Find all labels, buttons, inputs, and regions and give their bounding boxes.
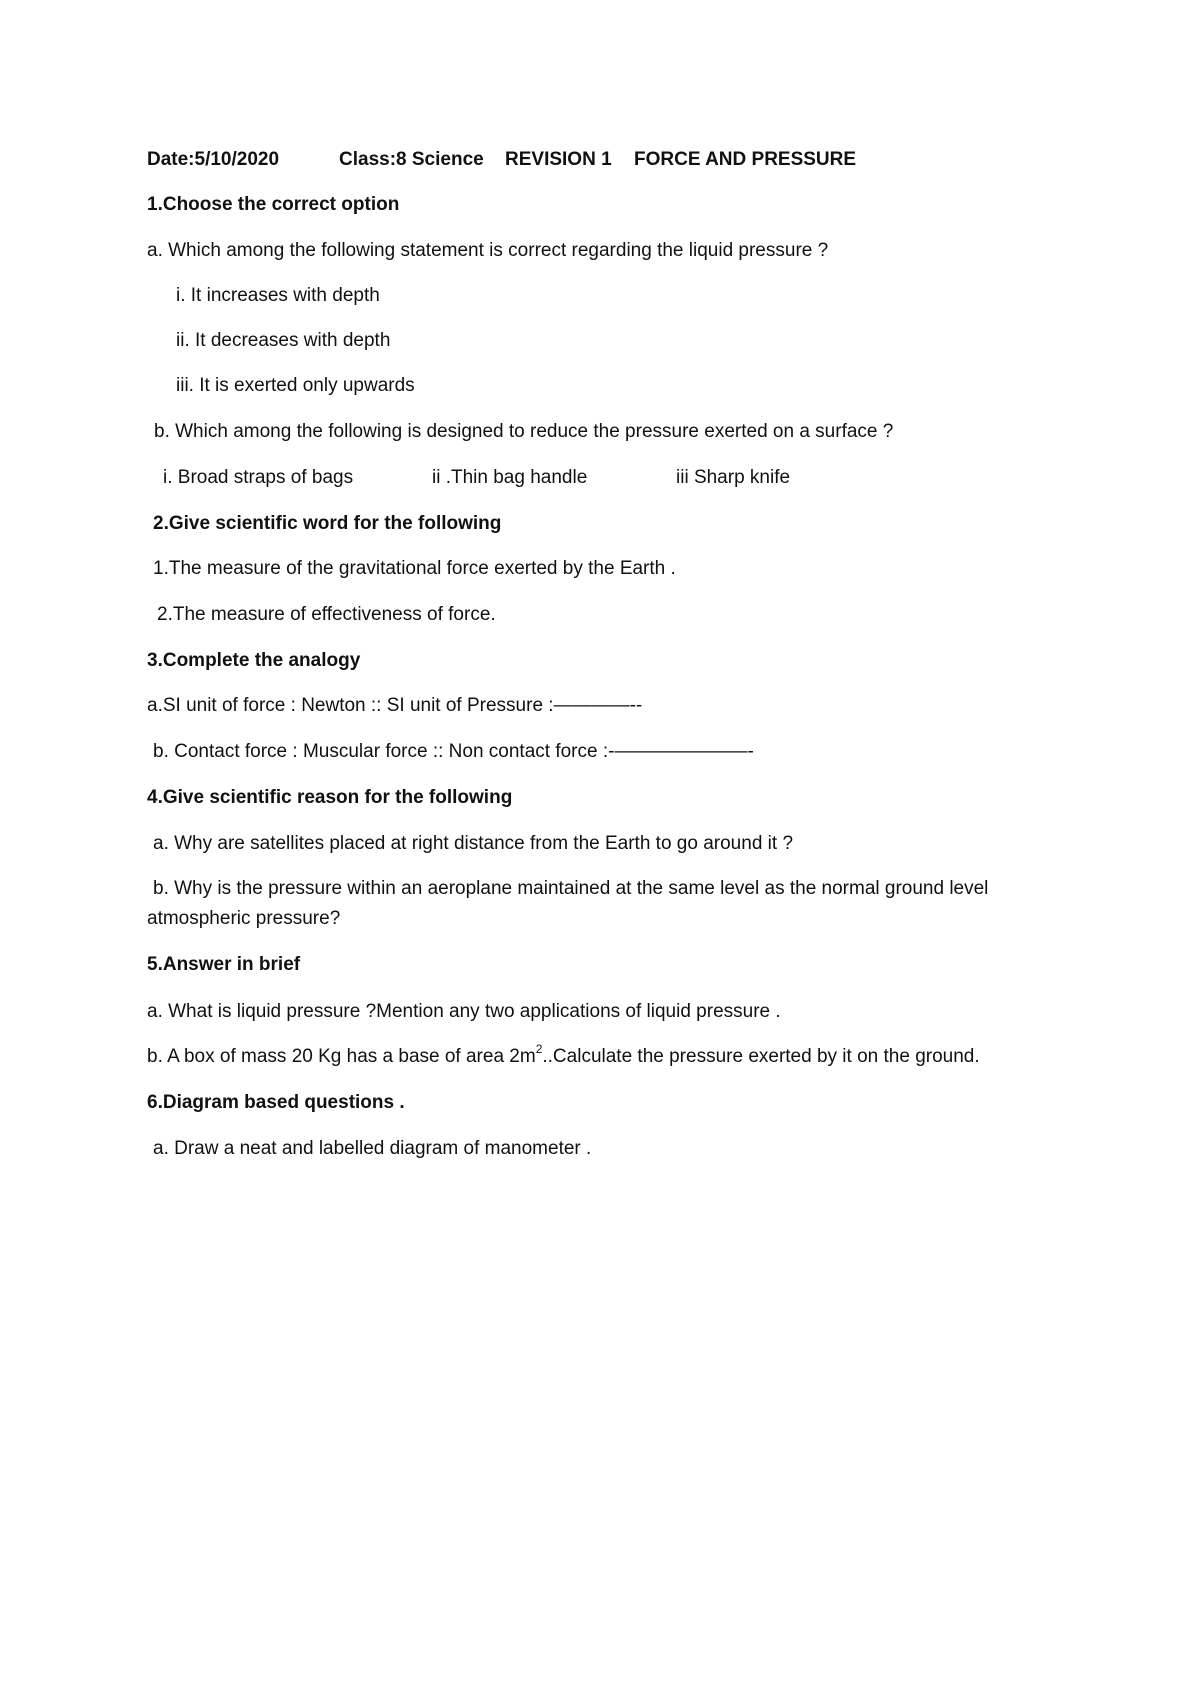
options-1b [163,466,863,490]
question-1b: b. Which among the following is designed to reduce the pressure exerted on a surface ? [154,421,894,442]
question-3a: a.SI unit of force : Newton :: SI unit of Pressure :————-- [147,695,643,716]
question-2-2: 2.The measure of effectiveness of force. [157,604,496,625]
section-6-heading: 6.Diagram based questions . [147,1092,405,1113]
option-1b-iii: iii Sharp knife [676,467,791,488]
question-6a: a. Draw a neat and labelled diagram of manometer . [153,1138,592,1159]
header-revision: REVISION 1 [505,149,612,170]
section-5-heading: 5.Answer in brief [147,954,301,975]
question-3b: b. Contact force : Muscular force :: Non contact force :-———————- [153,741,754,762]
superscript-exponent: 2 [535,1041,543,1056]
question-5a: a. What is liquid pressure ?Mention any two applications of liquid pressure . [147,1001,781,1022]
option-1a-ii: ii. It decreases with depth [176,330,391,351]
header [147,148,1047,172]
question-5b-text-end: ..Calculate the pressure exerted by it on the ground. [542,1046,980,1067]
option-1b-i: i. Broad straps of bags [163,467,354,488]
option-1a-i: i. It increases with depth [176,285,380,306]
question-2-1: 1.The measure of the gravitational force exerted by the Earth . [153,558,676,579]
question-4b-line1: b. Why is the pressure within an aeroplane maintained at the same level as the normal ground level [153,878,989,899]
question-5b [147,1041,980,1069]
section-1-heading: 1.Choose the correct option [147,194,400,215]
section-4-heading: 4.Give scientific reason for the following [147,787,513,808]
option-1a-iii: iii. It is exerted only upwards [176,375,415,396]
question-1a: a. Which among the following statement is correct regarding the liquid pressure ? [147,240,829,261]
header-class: Class:8 Science [339,149,484,170]
header-topic: FORCE AND PRESSURE [634,149,857,170]
section-3-heading: 3.Complete the analogy [147,650,361,671]
question-4a: a. Why are satellites placed at right distance from the Earth to go around it ? [153,833,794,854]
question-4b-line2: atmospheric pressure? [147,908,341,929]
header-date: Date:5/10/2020 [147,149,280,170]
question-5b-text: b. A box of mass 20 Kg has a base of area 2m [147,1046,536,1067]
option-1b-ii: ii .Thin bag handle [432,467,588,488]
section-2-heading: 2.Give scientific word for the following [153,513,502,534]
